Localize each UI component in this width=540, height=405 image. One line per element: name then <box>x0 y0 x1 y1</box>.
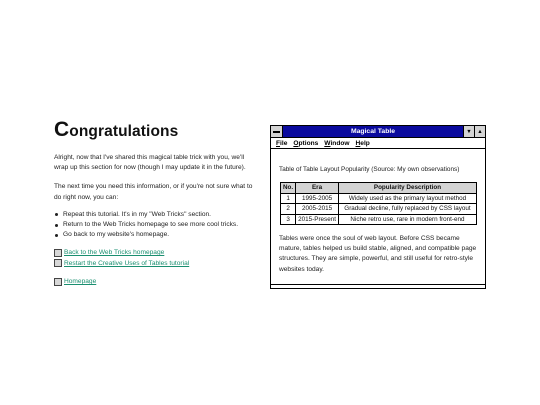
table-caption: Table of Table Layout Popularity (Source: My own observations) <box>279 166 460 173</box>
table-row <box>281 214 477 225</box>
popularity-table <box>280 182 477 225</box>
magical-table-window <box>270 125 486 289</box>
table-cell: Gradual decline, fully replaced by CSS layout <box>338 204 476 215</box>
table-cell: 2 <box>281 204 296 215</box>
title-initial: C <box>54 118 70 141</box>
next-steps-paragraph: The next time you need this information, or if you're not sure what to do right now, you can: <box>54 183 253 201</box>
table-header-row <box>281 183 477 194</box>
system-menu-icon[interactable] <box>271 126 283 137</box>
column-header-description: Popularity Description <box>338 183 476 194</box>
table-cell: 2005-2015 <box>296 204 339 215</box>
web-tricks-home-link[interactable]: Back to the Web Tricks homepage <box>64 249 165 257</box>
menu-file[interactable]: File <box>276 139 288 147</box>
menu-window[interactable]: Window <box>324 139 350 147</box>
menu-help[interactable]: Help <box>355 139 370 147</box>
homepage-link[interactable]: Homepage <box>64 278 97 286</box>
table-cell: 2015-Present <box>296 214 339 225</box>
minimize-icon[interactable]: ▼ <box>463 126 474 137</box>
table-row <box>281 193 477 204</box>
maximize-icon[interactable]: ▲ <box>474 126 485 137</box>
table-cell: Widely used as the primary layout method <box>338 193 476 204</box>
article <box>54 119 254 287</box>
window-bottom-edge <box>271 284 485 288</box>
window-title: Magical Table <box>350 128 396 135</box>
table-cell: 1 <box>281 193 296 204</box>
table-row <box>281 204 477 215</box>
options-list <box>63 210 254 241</box>
restart-tutorial-link[interactable]: Restart the Creative Uses of Tables tutorial <box>64 259 190 267</box>
link-row-web-tricks <box>54 247 254 258</box>
list-item: Repeat this tutorial. It's in my "Web Tricks" section. <box>63 210 254 220</box>
link-row-restart <box>54 258 254 269</box>
table-cell: 1995-2005 <box>296 193 339 204</box>
link-box-icon <box>54 278 62 286</box>
window-titlebar[interactable] <box>271 126 485 138</box>
table-cell: 3 <box>281 214 296 225</box>
title-rest: ongratulations <box>69 123 179 140</box>
menu-options[interactable]: Options <box>293 139 319 147</box>
list-item: Go back to my website's homepage. <box>63 230 254 240</box>
intro-paragraph: Alright, now that I've shared this magical table trick with you, we'll wrap up this section for now (though I may update it in the future). <box>54 154 246 172</box>
column-header-era: Era <box>296 183 339 194</box>
page-title <box>54 119 254 143</box>
table-cell: Niche retro use, rare in modern front-end <box>338 214 476 225</box>
window-content <box>271 166 485 275</box>
window-body-text: Tables were once the soul of web layout. Before CSS became mature, tables helped us build stable, aligned, and compatible page structures. They are simple, powerful, and still useful for retro-style websites today. <box>279 235 477 273</box>
link-row-homepage <box>54 276 254 287</box>
column-header-no: No. <box>281 183 296 194</box>
link-box-icon <box>54 249 62 257</box>
link-box-icon <box>54 259 62 267</box>
list-item: Return to the Web Tricks homepage to see more cool tricks. <box>63 220 254 230</box>
menu-bar <box>271 138 485 149</box>
